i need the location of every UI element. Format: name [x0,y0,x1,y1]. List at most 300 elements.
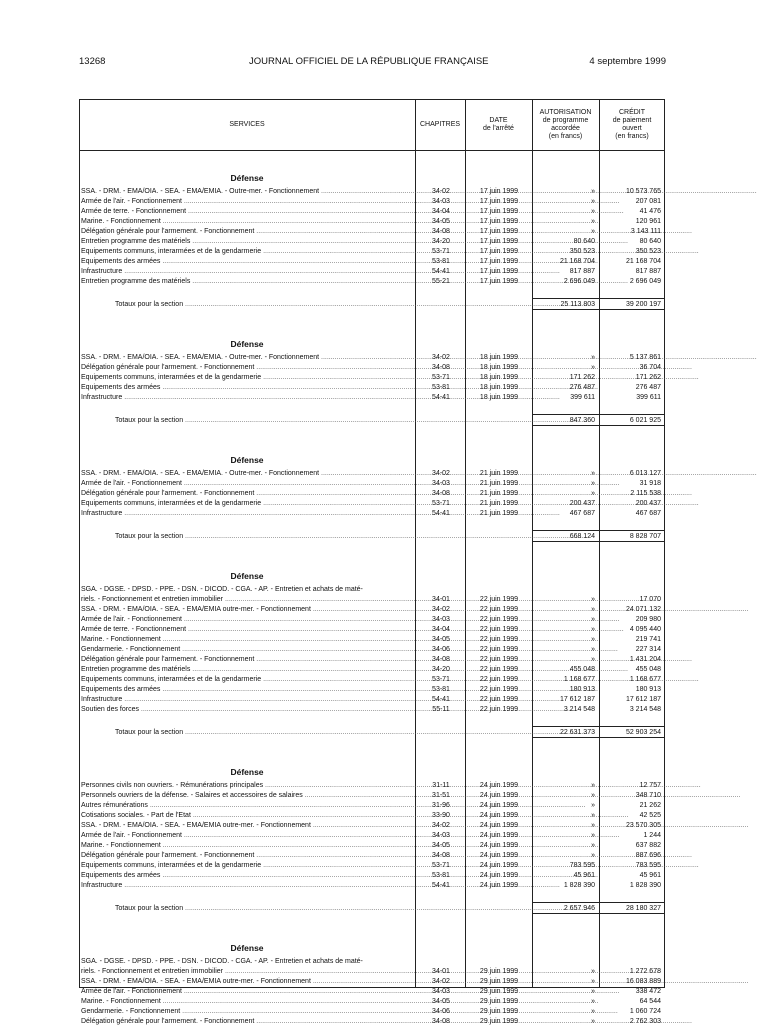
date-cell: 29 juin 1999 [479,978,519,985]
table-row [79,373,665,383]
section-title: Défense [230,767,264,777]
chapitre-cell: 34-20 [432,238,450,245]
col-credit: CRÉDIT de paiement ouvert (en francs) [612,109,652,140]
date-cell: 24 juin 1999 [479,812,519,819]
credit-cell: 207 081 [635,198,661,205]
service-cell: Gendarmerie. - Fonctionnement ..... [81,1007,411,1017]
chapitre-cell: 53-71 [432,374,450,381]
autorisation-cell: » [591,228,595,235]
autorisation-cell: 1 168 677 [563,676,595,683]
table-row [79,841,665,851]
table-row [79,705,665,715]
credit-cell: 41 476 [639,208,661,215]
chapitre-cell: 34-04 [432,626,450,633]
chapitre-cell: 53-71 [432,862,450,869]
date-cell: 22 juin 1999 [479,626,519,633]
section-heading [79,921,665,957]
chapitre-cell: 54-41 [432,510,450,517]
credit-cell: 80 640 [639,238,661,245]
credit-cell: 200 437 [635,500,661,507]
table-row [79,851,665,861]
autorisation-cell: » [591,480,595,487]
table-row [79,645,665,655]
date-cell: 24 juin 1999 [479,862,519,869]
table-row [79,363,665,373]
service-cell: SGA. - DGSE. - DPSD. - PPE. - DSN. - DICOD. - CGA. - AP. - Entretien et achats de maté- [81,586,363,593]
chapitre-cell: 34-02 [432,188,450,195]
chapitre-cell: 53-81 [432,258,450,265]
chapitre-cell: 54-41 [432,696,450,703]
service-cell: Cotisations sociales. - Part de l'Etat ..... [81,811,411,821]
credit-cell: 783 595 [635,862,661,869]
table-row [79,685,665,695]
table-row [79,207,665,217]
service-cell: Armée de l'air. - Fonctionnement ..... [81,479,411,489]
credit-cell: 36 704 [639,364,661,371]
service-cell: Soutien des forces ..... [81,705,411,715]
chapitre-cell: 53-81 [432,686,450,693]
autorisation-cell: » [591,218,595,225]
date-cell: 24 juin 1999 [479,842,519,849]
chapitre-cell: 34-02 [432,978,450,985]
autorisation-cell: » [591,1008,595,1015]
date-cell: 24 juin 1999 [479,872,519,879]
section-heading [79,549,665,585]
chapitre-cell: 34-05 [432,842,450,849]
credit-cell: 1 272 678 [629,968,661,975]
autorisation-cell: 45 961 [573,872,595,879]
service-cell: Marine. - Fonctionnement ..... [81,635,411,645]
service-cell: Infrastructure ..... [81,881,411,891]
date-cell: 29 juin 1999 [479,968,519,975]
service-cell: Armée de l'air. - Fonctionnement ..... [81,831,411,841]
col-services: SERVICES [229,121,265,128]
date-cell: 24 juin 1999 [479,832,519,839]
autorisation-cell: 17 612 187 [559,696,595,703]
date-cell: 17 juin 1999 [479,218,519,225]
autorisation-cell: 21 168 704 [559,258,595,265]
credit-cell: 17 612 187 [625,696,661,703]
table-row [79,393,665,403]
chapitre-cell: 34-02 [432,606,450,613]
service-cell: Equipements des armées ..... [81,383,411,393]
section-totals-row [79,527,665,549]
service-cell: Délégation générale pour l'armement. - Fonctionnement ..... [81,363,411,373]
section-title: Défense [230,173,264,183]
service-cell: SSA. - DRM. - EMA/OIA. - SEA. - EMA/EMIA. - Outre-mer. - Fonctionnement ..... [81,187,411,197]
totals-label: Totaux pour la section ..... [115,905,415,912]
service-cell: Délégation générale pour l'armement. - Fonctionnement ..... [81,227,411,237]
chapitre-cell: 33-90 [432,812,450,819]
credit-cell: 3 143 111 [630,228,661,235]
date-cell: 29 juin 1999 [479,1018,519,1025]
credit-cell: 467 687 [635,510,661,517]
credit-cell: 2 762 303 [629,1018,661,1025]
section-heading [79,433,665,469]
section-totals-row [79,723,665,745]
service-cell: Délégation générale pour l'armement. - Fonctionnement ..... [81,851,411,861]
service-cell: SSA. - DRM. - EMA/OIA. - SEA. - EMA/EMIA. - Outre-mer. - Fonctionnement ..... [81,353,411,363]
chapitre-cell: 34-03 [432,616,450,623]
service-cell: Equipements des armées ..... [81,257,411,267]
credit-cell: 1 431 204 [629,656,661,663]
date-cell: 21 juin 1999 [479,510,519,517]
date-cell: 18 juin 1999 [479,374,519,381]
chapitre-cell: 53-71 [432,248,450,255]
autorisation-cell: » [591,188,595,195]
service-cell: Equipements des armées ..... [81,685,411,695]
service-cell: Marine. - Fonctionnement ..... [81,997,411,1007]
credit-cell: 16 083 889 [625,978,661,985]
table-row [79,821,665,831]
total-credit: 52 903 254 [599,726,665,738]
table-row [79,695,665,705]
autorisation-cell: » [591,978,595,985]
service-cell: Infrastructure ..... [81,393,411,403]
date-cell: 21 juin 1999 [479,480,519,487]
service-cell: Infrastructure ..... [81,695,411,705]
date-cell: 17 juin 1999 [479,188,519,195]
credit-cell: 350 523 [635,248,661,255]
totals-label: Totaux pour la section ..... [115,729,415,736]
date-cell: 22 juin 1999 [479,596,519,603]
chapitre-cell: 31-11 [432,782,450,789]
service-cell: riels. - Fonctionnement et entretien immobilier ..... [81,967,411,977]
autorisation-cell: » [591,802,595,809]
credit-cell: 171 262 [635,374,661,381]
credit-cell: 4 095 440 [629,626,661,633]
date-cell: 18 juin 1999 [479,354,519,361]
chapitre-cell: 34-06 [432,1008,450,1015]
credit-cell: 12 757 [639,782,661,789]
chapitre-cell: 34-03 [432,480,450,487]
autorisation-cell: 3 214 548 [563,706,595,713]
date-cell: 17 juin 1999 [479,198,519,205]
date-cell: 18 juin 1999 [479,394,519,401]
date-cell: 21 juin 1999 [479,500,519,507]
autorisation-cell: » [591,968,595,975]
credit-cell: 637 882 [635,842,661,849]
service-cell: SSA. - DRM. - EMA/OIA. - SEA. - EMA/EMIA outre-mer. - Fonctionnement ..... [81,605,411,615]
date-cell: 17 juin 1999 [479,248,519,255]
section-totals-row [79,899,665,921]
chapitre-cell: 53-81 [432,872,450,879]
service-cell: Autres rémunérations ..... [81,801,411,811]
credit-cell: 3 214 548 [629,706,661,713]
table-row [79,595,665,605]
chapitre-cell: 53-71 [432,676,450,683]
chapitre-cell: 34-20 [432,666,450,673]
table-row [79,781,665,791]
table-row [79,665,665,675]
credit-cell: 6 013 127 [629,470,661,477]
table-row [79,801,665,811]
chapitre-cell: 34-03 [432,198,450,205]
section-title: Défense [230,943,264,953]
table-row [79,831,665,841]
credit-cell: 219 741 [635,636,661,643]
credit-cell: 2 696 049 [629,278,661,285]
table-row [79,1007,665,1017]
total-credit: 28 180 327 [599,902,665,914]
service-cell: Armée de l'air. - Fonctionnement ..... [81,987,411,997]
table-row [79,605,665,615]
col-autorisation: AUTORISATION de programme accordée (en francs) [539,109,592,140]
service-cell: SSA. - DRM. - EMA/OIA. - SEA. - EMA/EMIA outre-mer. - Fonctionnement ..... [81,821,411,831]
service-cell: Marine. - Fonctionnement ..... [81,217,411,227]
chapitre-cell: 34-08 [432,490,450,497]
autorisation-cell: » [591,616,595,623]
credit-cell: 64 544 [639,998,661,1005]
date-cell: 29 juin 1999 [479,1008,519,1015]
service-cell: Entretien programme des matériels ..... [81,237,411,247]
table-row [79,967,665,977]
table-row [79,469,665,479]
date-cell: 29 juin 1999 [479,988,519,995]
col-chapitres: CHAPITRES [419,121,461,128]
autorisation-cell: » [591,1018,595,1025]
chapitre-cell: 31-51 [432,792,450,799]
credit-cell: 17 070 [639,596,661,603]
autorisation-cell: » [591,822,595,829]
credit-cell: 209 980 [635,616,661,623]
service-cell: Gendarmerie. - Fonctionnement ..... [81,645,411,655]
table-row [79,977,665,987]
date-cell: 24 juin 1999 [479,822,519,829]
table-row [79,187,665,197]
autorisation-cell: » [591,606,595,613]
credit-cell: 10 573 765 [625,188,661,195]
autorisation-cell: » [591,656,595,663]
col-date: DATE de l'arrêté [483,117,514,132]
chapitre-cell: 54-41 [432,394,450,401]
chapitre-cell: 34-05 [432,636,450,643]
date-cell: 17 juin 1999 [479,228,519,235]
chapitre-cell: 53-71 [432,500,450,507]
table-row [79,615,665,625]
credit-cell: 23 570 305 [625,822,661,829]
table-row [79,237,665,247]
service-cell: Equipements communs, interarmées et de la gendarmerie ..... [81,675,411,685]
credit-cell: 399 611 [636,394,661,401]
service-cell: Equipements communs, interarmées et de la gendarmerie ..... [81,247,411,257]
chapitre-cell: 34-08 [432,1018,450,1025]
chapitre-cell: 34-05 [432,998,450,1005]
credit-cell: 1 244 [643,832,661,839]
credit-cell: 2 115 538 [630,490,661,497]
autorisation-cell: » [591,646,595,653]
autorisation-cell: 1 828 390 [563,882,595,889]
total-autorisation: 22 631 373 [532,726,599,738]
section-heading [79,745,665,781]
date-cell: 21 juin 1999 [479,490,519,497]
service-cell: Personnels ouvriers de la défense. - Salaires et accessoires de salaires ..... [81,791,411,801]
section-heading [79,317,665,353]
service-cell: SGA. - DGSE. - DPSD. - PPE. - DSN. - DICOD. - CGA. - AP. - Entretien et achats de maté- [81,958,363,965]
autorisation-cell: » [591,792,595,799]
service-cell: Infrastructure ..... [81,267,411,277]
table-row [79,499,665,509]
service-cell: Equipements des armées ..... [81,871,411,881]
autorisation-cell: » [591,832,595,839]
autorisation-cell: 817 887 [569,268,595,275]
autorisation-cell: 783 595 [569,862,595,869]
credit-cell: 887 696 [635,852,661,859]
service-cell: Entretien programme des matériels ..... [81,277,411,287]
table-row [79,635,665,645]
service-cell: Entretien programme des matériels ..... [81,665,411,675]
credit-cell: 1 168 677 [629,676,661,683]
date-cell: 17 juin 1999 [479,268,519,275]
date-cell: 22 juin 1999 [479,696,519,703]
credit-cell: 227 314 [635,646,661,653]
table-row [79,217,665,227]
autorisation-cell: 350 523 [569,248,595,255]
table-row [79,383,665,393]
table-row [79,479,665,489]
table-row [79,861,665,871]
total-credit: 6 021 925 [599,414,665,426]
table-row [79,655,665,665]
table-row [79,509,665,519]
table-row [79,267,665,277]
date-cell: 29 juin 1999 [479,998,519,1005]
date-cell: 18 juin 1999 [479,384,519,391]
credits-table [79,99,665,1025]
totals-label: Totaux pour la section ..... [115,301,415,308]
autorisation-cell: » [591,782,595,789]
service-cell: Equipements communs, interarmées et de la gendarmerie ..... [81,499,411,509]
table-row [79,1017,665,1027]
chapitre-cell: 31-96 [432,802,450,809]
row-spacer [79,403,665,411]
service-cell: Armée de l'air. - Fonctionnement ..... [81,197,411,207]
chapitre-cell: 53-81 [432,384,450,391]
autorisation-cell: » [591,636,595,643]
table-row [79,625,665,635]
date-cell: 17 juin 1999 [479,278,519,285]
section-title: Défense [230,455,264,465]
page-number: 13268 [79,56,106,67]
chapitre-cell: 55-21 [432,278,450,285]
autorisation-cell: 2 696 049 [563,278,595,285]
table-row [79,353,665,363]
autorisation-cell: » [591,208,595,215]
date-cell: 22 juin 1999 [479,666,519,673]
service-cell: Délégation générale pour l'armement. - Fonctionnement ..... [81,1017,411,1027]
date-cell: 22 juin 1999 [479,676,519,683]
autorisation-cell: 200 437 [569,500,595,507]
credit-cell: 21 262 [639,802,661,809]
credit-cell: 21 168 704 [625,258,661,265]
chapitre-cell: 34-08 [432,656,450,663]
totals-label: Totaux pour la section ..... [115,533,415,540]
date-cell: 22 juin 1999 [479,616,519,623]
date-cell: 22 juin 1999 [479,606,519,613]
autorisation-cell: » [591,998,595,1005]
credit-cell: 45 961 [639,872,661,879]
autorisation-cell: 276 487 [569,384,595,391]
date-cell: 22 juin 1999 [479,656,519,663]
chapitre-cell: 34-02 [432,822,450,829]
service-cell: Armée de l'air. - Fonctionnement ..... [81,615,411,625]
credit-cell: 31 918 [639,480,661,487]
service-cell: riels. - Fonctionnement et entretien immobilier ..... [81,595,411,605]
credit-cell: 1 060 724 [629,1008,661,1015]
total-autorisation: 847 360 [532,414,599,426]
row-spacer [79,519,665,527]
chapitre-cell: 34-06 [432,646,450,653]
service-cell: SSA. - DRM. - EMA/OIA. - SEA. - EMA/EMIA. - Outre-mer. - Fonctionnement ..... [81,469,411,479]
table-row [79,197,665,207]
date-cell: 17 juin 1999 [479,238,519,245]
date-cell: 18 juin 1999 [479,364,519,371]
chapitre-cell: 34-01 [432,596,450,603]
chapitre-cell: 34-08 [432,852,450,859]
credit-cell: 276 487 [635,384,661,391]
table-row [79,881,665,891]
service-cell: Délégation générale pour l'armement. - Fonctionnement ..... [81,655,411,665]
autorisation-cell: 80 640 [573,238,595,245]
table-row [79,227,665,237]
table-row [79,277,665,287]
section-totals-row [79,411,665,433]
autorisation-cell: » [591,364,595,371]
date-cell: 24 juin 1999 [479,782,519,789]
total-autorisation: 25 113 803 [532,298,599,310]
credit-cell: 455 048 [635,666,661,673]
date-cell: 24 juin 1999 [479,882,519,889]
service-cell: Infrastructure ..... [81,509,411,519]
chapitre-cell: 34-04 [432,208,450,215]
chapitre-cell: 34-03 [432,832,450,839]
credit-cell: 180 913 [635,686,661,693]
section-heading [79,151,665,187]
section-title: Défense [230,339,264,349]
total-credit: 39 200 197 [599,298,665,310]
date-cell: 22 juin 1999 [479,636,519,643]
service-cell: Armée de terre. - Fonctionnement ..... [81,207,411,217]
autorisation-cell: 171 262 [569,374,595,381]
chapitre-cell: 34-03 [432,988,450,995]
service-cell: Marine. - Fonctionnement ..... [81,841,411,851]
credit-cell: 24 071 132 [625,606,661,613]
autorisation-cell: » [591,470,595,477]
table-row [79,247,665,257]
autorisation-cell: » [591,354,595,361]
autorisation-cell: » [591,596,595,603]
service-cell: Equipements communs, interarmées et de la gendarmerie ..... [81,861,411,871]
issue-date: 4 septembre 1999 [589,56,666,67]
date-cell: 17 juin 1999 [479,208,519,215]
autorisation-cell: » [591,812,595,819]
service-cell: Personnes civils non ouvriers. - Rémunérations principales ..... [81,781,411,791]
autorisation-cell: » [591,852,595,859]
autorisation-cell: 180 913 [569,686,595,693]
table-row [79,957,665,967]
section-totals-row [79,295,665,317]
date-cell: 24 juin 1999 [479,852,519,859]
autorisation-cell: » [591,198,595,205]
table-row [79,811,665,821]
autorisation-cell: » [591,490,595,497]
chapitre-cell: 34-08 [432,228,450,235]
autorisation-cell: 399 611 [570,394,595,401]
table-row [79,675,665,685]
date-cell: 22 juin 1999 [479,706,519,713]
service-cell: Armée de terre. - Fonctionnement ..... [81,625,411,635]
autorisation-cell: » [591,988,595,995]
